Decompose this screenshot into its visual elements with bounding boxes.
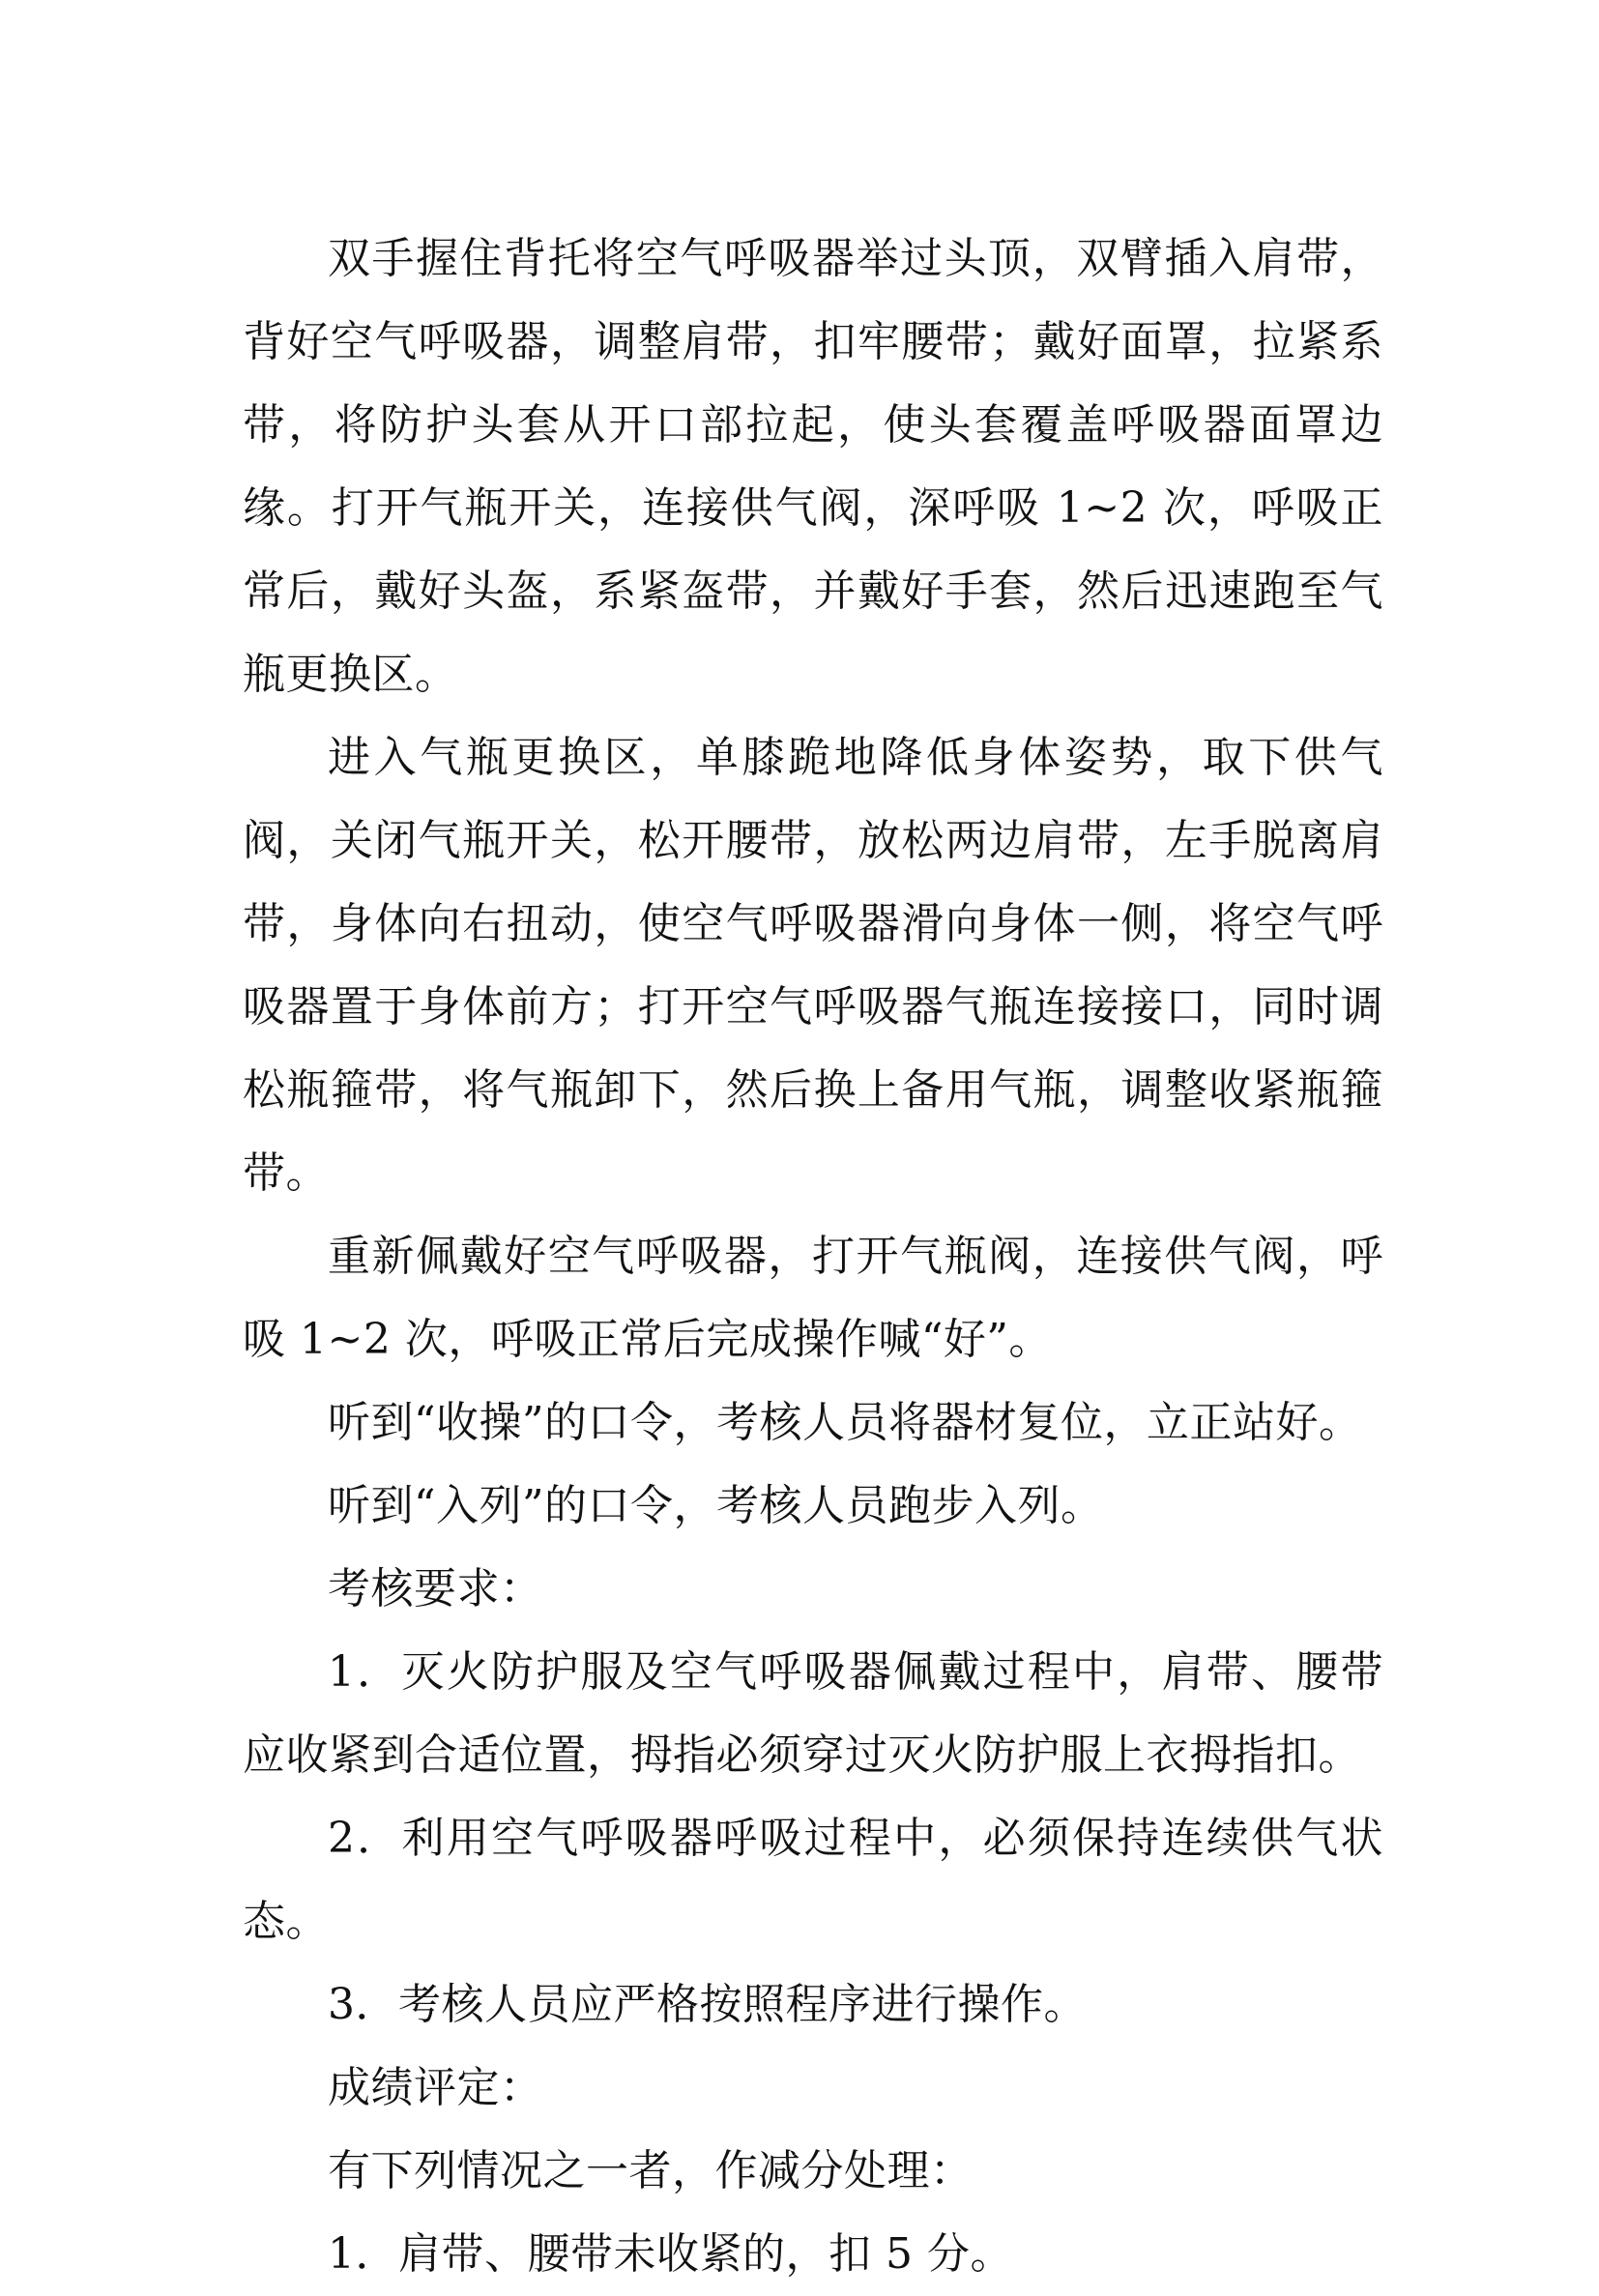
- requirement-item-2: 2．利用空气呼吸器呼吸过程中，必须保持连续供气状态。: [243, 1814, 1383, 1946]
- heading-score-evaluation: 成绩评定：: [328, 2063, 543, 2112]
- requirement-item-1: 1．灭火防护服及空气呼吸器佩戴过程中，肩带、腰带应收紧到合适位置，拇指必须穿过灭火防护服上衣拇指扣。: [243, 1647, 1383, 1780]
- paragraph-rewear-apparatus: 重新佩戴好空气呼吸器，打开气瓶阀，连接供气阀，呼吸 1~2 次，呼吸正常后完成操作喊“好”。: [243, 1232, 1383, 1364]
- heading-assessment-requirements: 考核要求：: [328, 1564, 543, 1613]
- paragraph-deduction-intro: 有下列情况之一者，作减分处理：: [328, 2146, 974, 2195]
- requirement-item-3: 3．考核人员应严格按照程序进行操作。: [328, 1980, 1087, 2029]
- paragraph-shoucao-command: 听到“收操”的口令，考核人员将器材复位，立正站好。: [328, 1398, 1362, 1447]
- deduction-item-1: 1．肩带、腰带未收紧的，扣 5 分。: [328, 2229, 1013, 2279]
- paragraph-cylinder-replacement: 进入气瓶更换区，单膝跪地降低身体姿势，取下供气阀，关闭气瓶开关，松开腰带，放松两边肩带，左手脱离肩带，身体向右扭动，使空气呼吸器滑向身体一侧，将空气呼吸器置于身体前方；打开空气呼吸器气瓶连接接口，同时调松瓶箍带，将气瓶卸下，然后换上备用气瓶，调整收紧瓶箍带。: [243, 733, 1383, 1198]
- paragraph-rulie-command: 听到“入列”的口令，考核人员跑步入列。: [328, 1481, 1104, 1530]
- document-body: [243, 218, 1383, 2296]
- paragraph-wearing-breathing-apparatus: 双手握住背托将空气呼吸器举过头顶，双臂插入肩带，背好空气呼吸器，调整肩带，扣牢腰带；戴好面罩，拉紧系带，将防护头套从开口部拉起，使头套覆盖呼吸器面罩边缘。打开气瓶开关，连接供气阀，深呼吸 1~2 次，呼吸正常后，戴好头盔，系紧盔带，并戴好手套，然后迅速跑至气瓶更换区。: [243, 234, 1383, 699]
